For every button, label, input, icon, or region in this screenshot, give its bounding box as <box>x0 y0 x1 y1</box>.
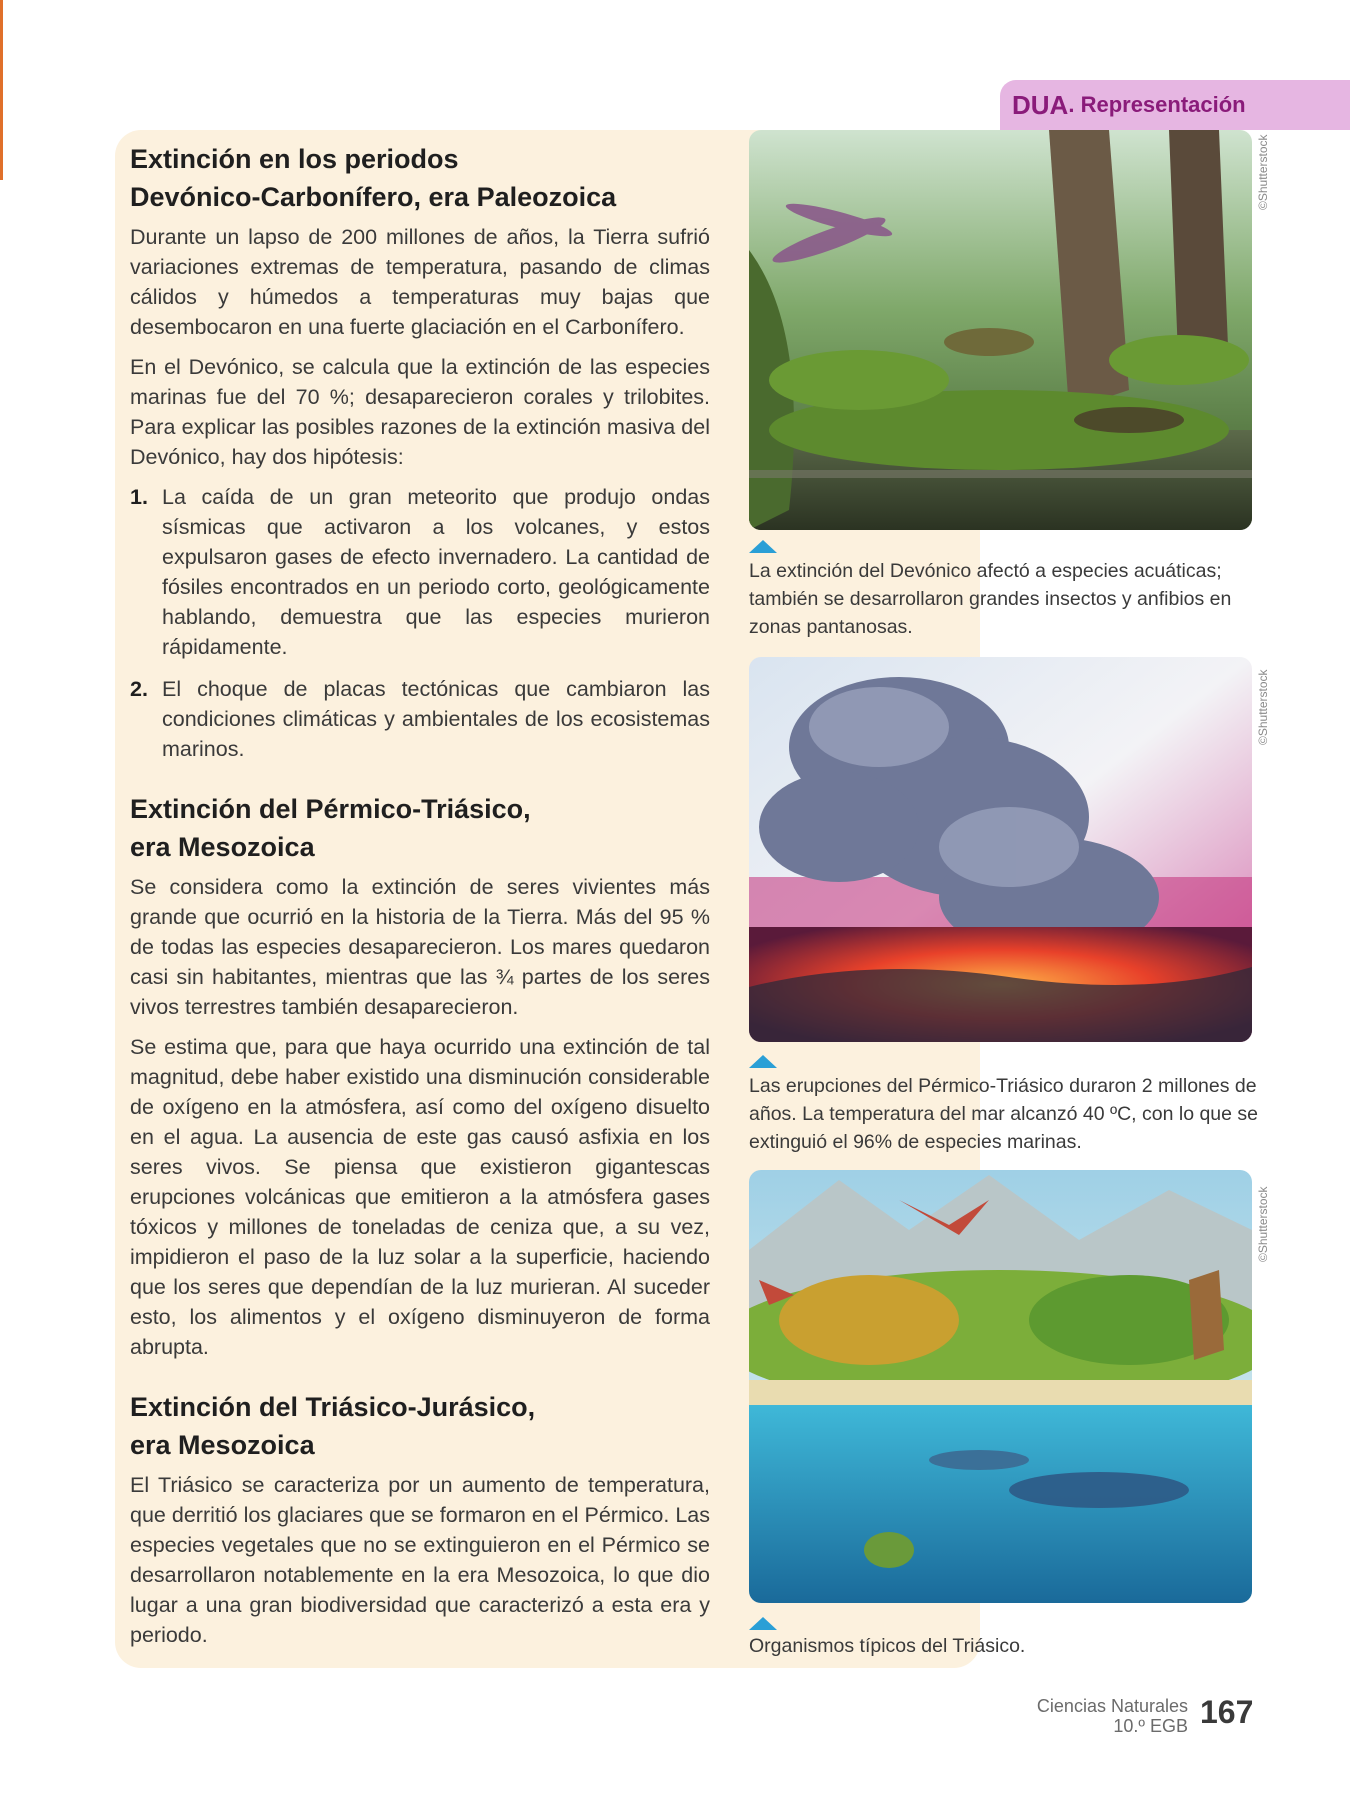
caption-marker-icon <box>749 1617 777 1630</box>
paragraph: En el Devónico, se calcula que la extinción de las especies marinas fue del 70 %; desaparecieron corales y trilobites. Para explicar las posibles razones de la extinción masiva del Devónico, hay dos hipótesis: <box>130 355 710 469</box>
figure-caption: Organismos típicos del Triásico. <box>749 1635 1026 1657</box>
dua-tag-rest: . Representación <box>1068 92 1246 117</box>
section-triassic-jurassic <box>130 1388 710 1650</box>
section-title-line: Extinción del Pérmico-Triásico, <box>130 794 531 824</box>
section-devonian <box>130 140 710 764</box>
section-title <box>130 790 710 866</box>
section-title-line: Devónico-Carbonífero, era Paleozoica <box>130 182 617 212</box>
caption-marker-icon <box>749 540 777 553</box>
list-text: La caída de un gran meteorito que produjo ondas sísmicas que activaron a los volcanes, y estos expulsaron gases de efecto invernadero. La cantidad de fósiles encontrados en un periodo corto, geológicamente hablando, demuestra que las especies murieron rápidamente. <box>162 485 710 659</box>
section-title-line: era Mesozoica <box>130 1430 315 1460</box>
list-number: 2. <box>130 677 148 701</box>
photo-credit: ©Shutterstock <box>1256 1186 1270 1262</box>
figure-caption: La extinción del Devónico afectó a especies acuáticas; también se desarrollaron grandes insectos y anfibios en zonas pantanosas. <box>749 560 1232 638</box>
dua-representation-tag <box>1000 80 1350 130</box>
dua-tag-strong: DUA <box>1012 89 1069 120</box>
section-title-line: Extinción en los periodos <box>130 144 459 174</box>
footer-grade: 10.º EGB <box>1113 1716 1188 1736</box>
volcanic-eruption-illustration <box>749 657 1252 1042</box>
list-number: 1. <box>130 485 148 509</box>
footer-subject <box>1037 1696 1188 1736</box>
devonian-swamp-illustration <box>749 130 1252 530</box>
section-title-line: Extinción del Triásico-Jurásico, <box>130 1392 536 1422</box>
paragraph: Durante un lapso de 200 millones de años, la Tierra sufrió variaciones extremas de temperatura, pasando de climas cálidos y húmedos a temperaturas muy bajas que desembocaron en una fuerte glaciación en el Carbonífero. <box>130 225 710 339</box>
hypothesis-list <box>130 482 710 764</box>
section-title <box>130 140 710 216</box>
list-item <box>130 674 710 764</box>
section-permian-triassic <box>130 790 710 1362</box>
main-text-column <box>130 140 710 1676</box>
paragraph: Se considera como la extinción de seres vivientes más grande que ocurrió en la historia de la Tierra. Más del 95 % de todas las especies desaparecieron. Los mares quedaron casi sin habitantes, mientras que las ¾ partes de los seres vivos terrestres también desaparecieron. <box>130 875 710 1019</box>
footer-subject-name: Ciencias Naturales <box>1036 1696 1188 1716</box>
triassic-organisms-illustration <box>749 1170 1252 1603</box>
list-item <box>130 482 710 662</box>
section-title <box>130 1388 710 1464</box>
caption-marker-icon <box>749 1055 777 1068</box>
page-edge-bar <box>0 0 3 180</box>
paragraph: El Triásico se caracteriza por un aumento de temperatura, que derritió los glaciares que se formaron en el Pérmico. Las especies vegetales que no se extinguieron en el Pérmico se desarrollaron notablemente en la era Mesozoica, lo que dio lugar a una gran biodiversidad que caracterizó a esta era y periodo. <box>130 1473 710 1647</box>
paragraph: Se estima que, para que haya ocurrido una extinción de tal magnitud, debe haber existido una disminución considerable de oxígeno en la atmósfera, así como del oxígeno disuelto en el agua. La ausencia de este gas causó asfixia en los seres vivos. Se piensa que existieron gigantescas erupciones volcánicas que emitieron a la atmósfera gases tóxicos y millones de toneladas de ceniza que, a su vez, impidieron el paso de la luz solar a la superficie, haciendo que los seres que dependían de la luz murieran. Al suceder esto, los alimentos y el oxígeno disminuyeron de forma abrupta. <box>130 1035 710 1359</box>
list-text: El choque de placas tectónicas que cambiaron las condiciones climáticas y ambientales de los ecosistemas marinos. <box>162 677 710 761</box>
section-title-line: era Mesozoica <box>130 832 315 862</box>
photo-credit: ©Shutterstock <box>1256 669 1270 745</box>
figure-caption: Las erupciones del Pérmico-Triásico duraron 2 millones de años. La temperatura del mar alcanzó 40 ºC, con lo que se extinguió el 96% de especies marinas. <box>749 1075 1258 1153</box>
page-number: 167 <box>1200 1694 1254 1730</box>
photo-credit: ©Shutterstock <box>1256 134 1270 210</box>
